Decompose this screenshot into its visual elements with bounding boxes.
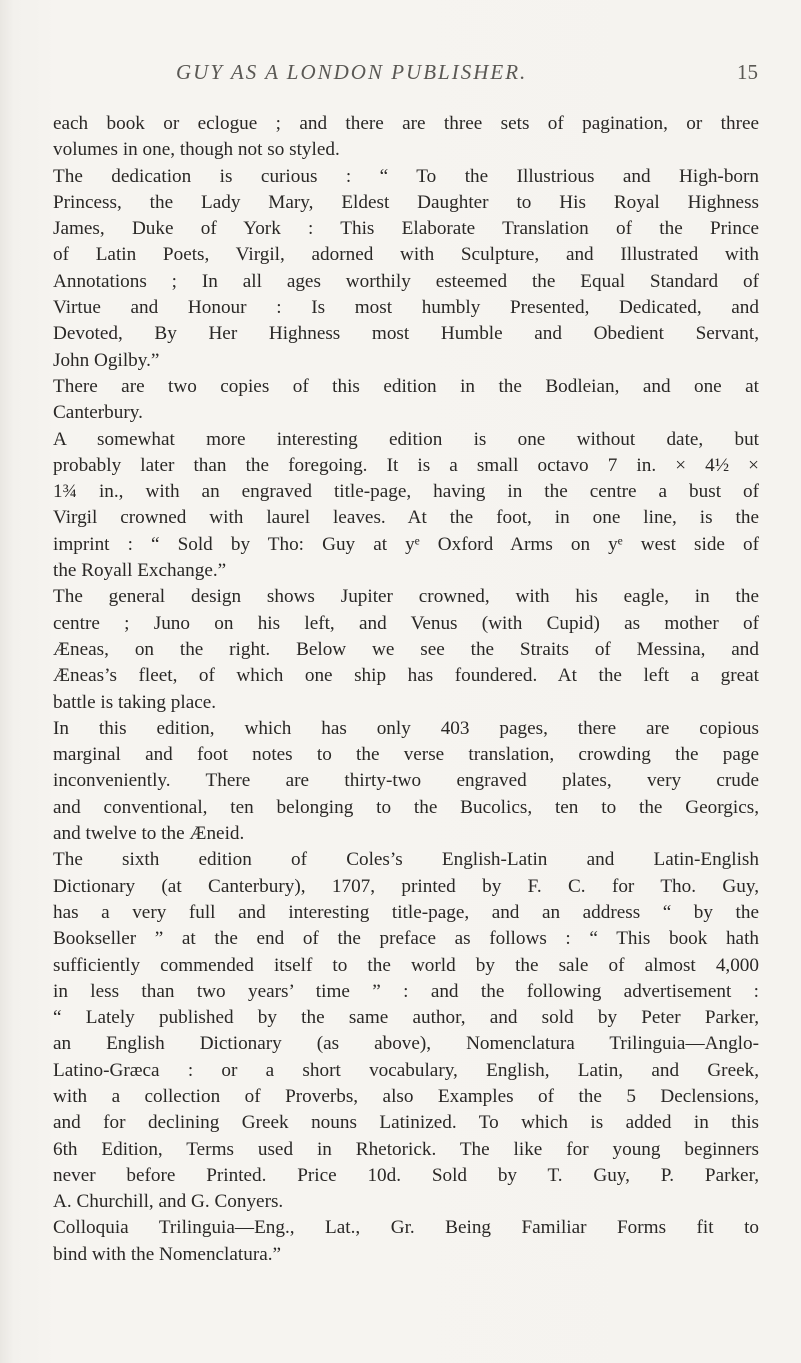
text-line: and twelve to the Æneid. bbox=[53, 823, 245, 845]
text-line: Colloquia Trilinguia—Eng., Lat., Gr. Being Familiar Forms fit to bbox=[53, 1217, 759, 1239]
text-line: Annotations ; In all ages worthily esteemed the Equal Standard of bbox=[53, 270, 759, 292]
running-title: GUY AS A LONDON PUBLISHER. bbox=[176, 60, 528, 84]
text-line: battle is taking place. bbox=[53, 691, 217, 713]
text-line: In this edition, which has only 403 pages, there are copious bbox=[53, 717, 759, 739]
text-line: A. Churchill, and G. Conyers. bbox=[53, 1191, 284, 1213]
text-line: has a very full and interesting title-page, and an address “ by the bbox=[53, 901, 759, 923]
text-line: marginal and foot notes to the verse translation, crowding the page bbox=[53, 744, 759, 766]
body-text bbox=[53, 111, 759, 1268]
text-line: volumes in one, though not so styled. bbox=[53, 139, 340, 161]
text-line: never before Printed. Price 10d. Sold by T. Guy, P. Parker, bbox=[53, 1164, 759, 1186]
text-line: Devoted, By Her Highness most Humble and Obedient Servant, bbox=[53, 323, 759, 345]
text-line: Princess, the Lady Mary, Eldest Daughter to His Royal Highness bbox=[53, 191, 759, 213]
text-line: The dedication is curious : “ To the Illustrious and High-born bbox=[53, 165, 759, 187]
text-line: an English Dictionary (as above), Nomenclatura Trilinguia—Anglo- bbox=[53, 1033, 759, 1055]
text-line: Virtue and Honour : Is most humbly Presented, Dedicated, and bbox=[53, 297, 759, 319]
text-line: each book or eclogue ; and there are three sets of pagination, or three bbox=[53, 113, 759, 134]
text-line: The general design shows Jupiter crowned, with his eagle, in the bbox=[53, 586, 759, 608]
text-line: John Ogilby.” bbox=[53, 349, 160, 371]
text-line: the Royall Exchange.” bbox=[53, 560, 227, 582]
text-line: Dictionary (at Canterbury), 1707, printed by F. C. for Tho. Guy, bbox=[53, 875, 759, 897]
text-line: There are two copies of this edition in the Bodleian, and one at bbox=[53, 375, 759, 397]
text-line: 6th Edition, Terms used in Rhetorick. The like for young beginners bbox=[53, 1138, 759, 1160]
text-line: imprint : “ Sold by Tho: Guy at yᵉ Oxford Arms on yᵉ west side of bbox=[53, 533, 759, 555]
text-line: James, Duke of York : This Elaborate Translation of the Prince bbox=[53, 218, 759, 240]
text-line: in less than two years’ time ” : and the following advertisement : bbox=[53, 980, 759, 1002]
text-line: Virgil crowned with laurel leaves. At the foot, in one line, is the bbox=[53, 507, 759, 529]
text-line: Canterbury. bbox=[53, 402, 143, 424]
page-header bbox=[0, 60, 801, 90]
text-line: Æneas’s fleet, of which one ship has foundered. At the left a great bbox=[53, 665, 759, 687]
text-line: inconveniently. There are thirty-two engraved plates, very crude bbox=[53, 770, 759, 792]
text-line: of Latin Poets, Virgil, adorned with Sculpture, and Illustrated with bbox=[53, 244, 759, 266]
text-line: bind with the Nomenclatura.” bbox=[53, 1243, 282, 1265]
text-line: Latino-Græca : or a short vocabulary, English, Latin, and Greek, bbox=[53, 1059, 759, 1081]
text-line: A somewhat more interesting edition is one without date, but bbox=[53, 428, 759, 450]
text-line: sufficiently commended itself to the world by the sale of almost 4,000 bbox=[53, 954, 759, 976]
text-line: with a collection of Proverbs, also Examples of the 5 Declensions, bbox=[53, 1085, 759, 1107]
text-line: The sixth edition of Coles’s English-Latin and Latin-English bbox=[53, 849, 759, 871]
text-line: centre ; Juno on his left, and Venus (with Cupid) as mother of bbox=[53, 612, 759, 634]
text-line: Bookseller ” at the end of the preface as follows : “ This book hath bbox=[53, 928, 759, 950]
text-line: and for declining Greek nouns Latinized. To which is added in this bbox=[53, 1112, 759, 1134]
text-line: 1¾ in., with an engraved title-page, having in the centre a bust of bbox=[53, 481, 759, 503]
text-line: Æneas, on the right. Below we see the Straits of Messina, and bbox=[53, 638, 759, 660]
page-number: 15 bbox=[737, 60, 758, 84]
text-line: probably later than the foregoing. It is a small octavo 7 in. × 4½ × bbox=[53, 454, 759, 476]
text-line: and conventional, ten belonging to the Bucolics, ten to the Georgics, bbox=[53, 796, 759, 818]
text-line: “ Lately published by the same author, and sold by Peter Parker, bbox=[53, 1007, 759, 1029]
